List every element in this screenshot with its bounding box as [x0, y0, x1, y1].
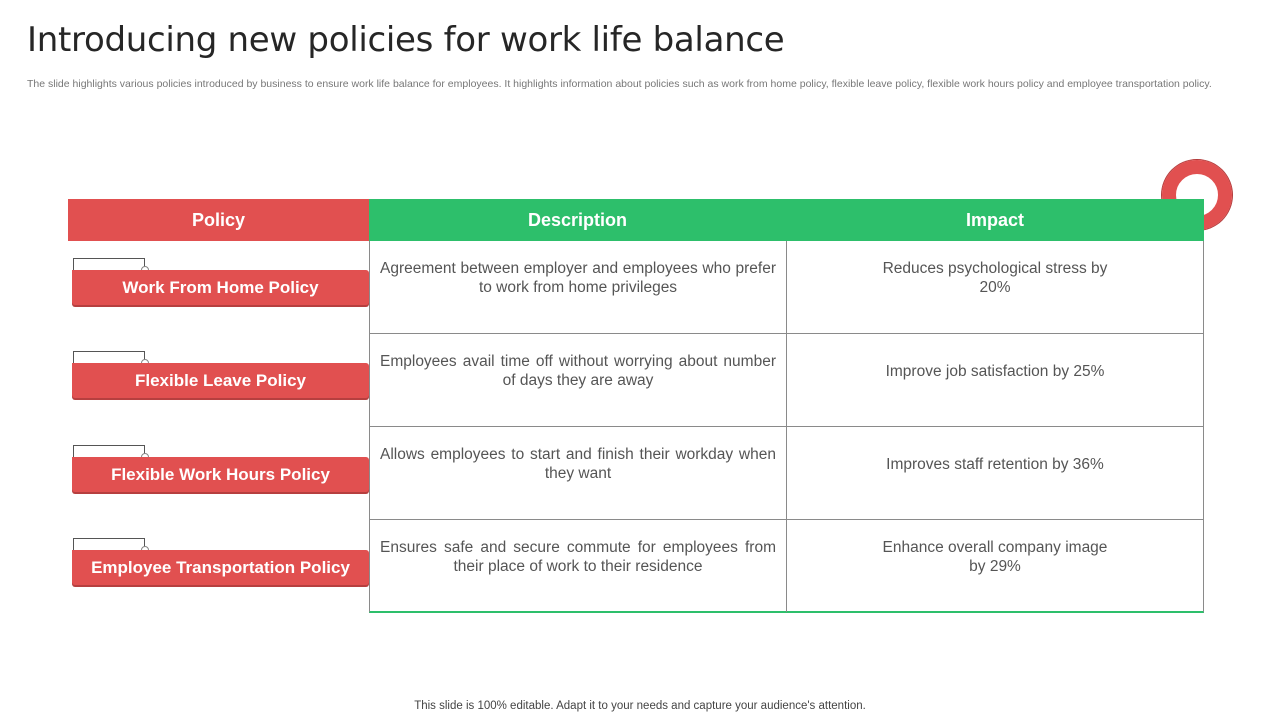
impact-text: Improve job satisfaction by 25% [885, 362, 1105, 380]
impact-text: Enhance overall company image by 29% [882, 539, 1108, 575]
slide-title: Introducing new policies for work life balance [27, 20, 785, 60]
policy-label-employee-transportation: Employee Transportation Policy [72, 550, 369, 585]
table-cell-impact [787, 334, 1203, 426]
table-cell-impact [787, 520, 1203, 612]
description-text: Allows employees to start and finish their workday when they want [380, 446, 776, 482]
policy-label-work-from-home: Work From Home Policy [72, 270, 369, 305]
description-text: Employees avail time off without worrying about number of days they are away [380, 353, 776, 389]
table-cell-impact [787, 241, 1203, 333]
description-text: Agreement between employer and employees who prefer to work from home privileges [380, 260, 776, 296]
header-impact: Impact [786, 199, 1204, 241]
table-cell-description [370, 241, 786, 333]
description-text: Ensures safe and secure commute for employees from their place of work to their residence [380, 539, 776, 575]
slide-subtitle: The slide highlights various policies introduced by business to ensure work life balance for employees. It highlights information about policies such as work from home policy, flexible leave policy, flexible work hours policy and employee transportation policy. [27, 78, 1212, 90]
policy-label-flexible-leave: Flexible Leave Policy [72, 363, 369, 398]
table-cell-description [370, 427, 786, 519]
header-description: Description [369, 199, 786, 241]
table-cell-description [370, 334, 786, 426]
impact-text: Reduces psychological stress by 20% [882, 260, 1108, 296]
header-policy: Policy [68, 199, 369, 241]
table-cell-impact [787, 427, 1203, 519]
table-cell-description [370, 520, 786, 612]
impact-text: Improves staff retention by 36% [886, 455, 1104, 473]
policy-label-flexible-work-hours: Flexible Work Hours Policy [72, 457, 369, 492]
slide-footer: This slide is 100% editable. Adapt it to your needs and capture your audience's attention. [414, 700, 866, 712]
